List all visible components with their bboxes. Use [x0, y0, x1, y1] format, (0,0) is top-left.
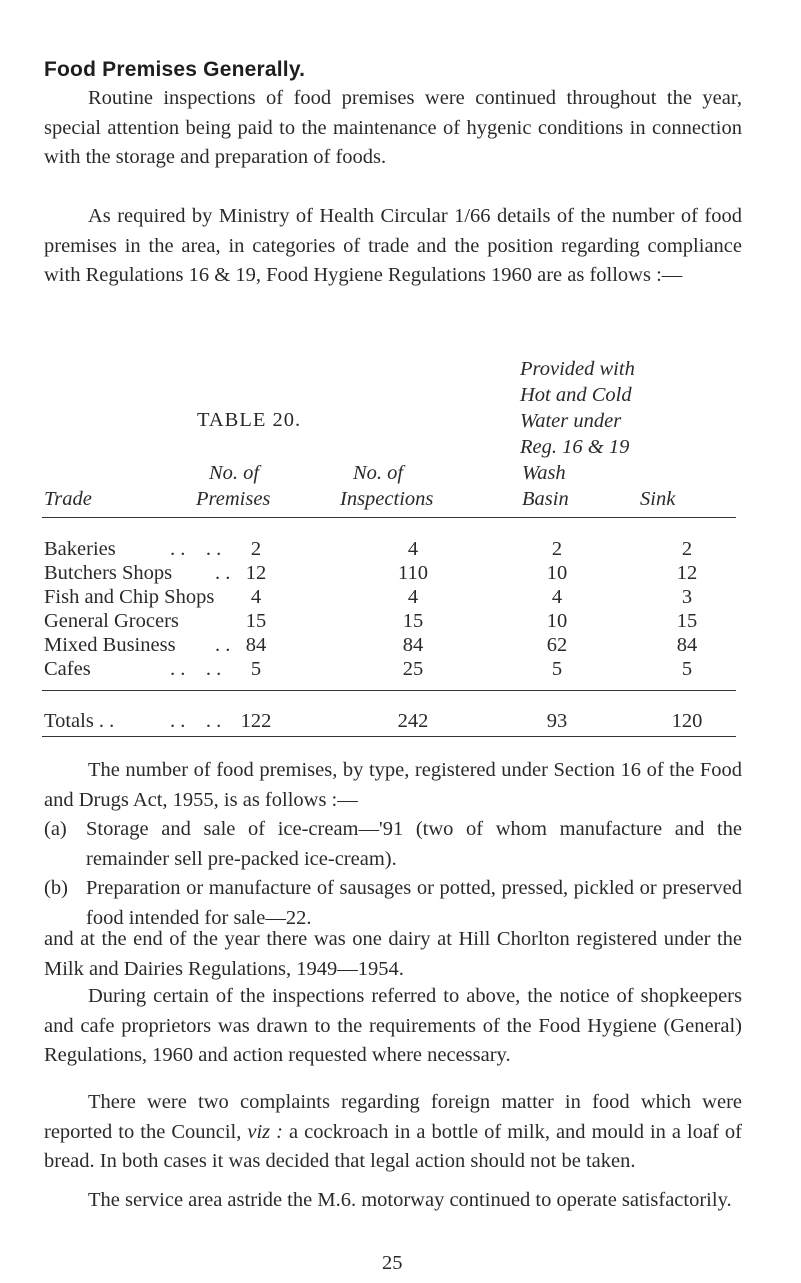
reg-suffix: 16 & 19 — [562, 436, 630, 458]
provided-reg-line — [520, 434, 635, 460]
totals-basin: 93 — [546, 710, 568, 732]
row-inspections: 15 — [402, 610, 424, 632]
row-basin: 62 — [546, 634, 568, 656]
row-inspections: 25 — [402, 658, 424, 680]
row-basin: 5 — [551, 658, 563, 680]
paragraph-dairy: and at the end of the year there was one dairy at Hill Chorlton registered under the Milk and Dairies Regulations, 1949—1954. — [44, 928, 742, 980]
totals-premises: 122 — [240, 710, 272, 732]
row-premises: 15 — [245, 610, 267, 632]
reg-prefix: Reg. — [520, 436, 557, 458]
list-label-b: (b) — [44, 877, 68, 899]
row-inspections: 4 — [407, 538, 419, 560]
row-trade: Fish and Chip Shops — [44, 586, 215, 608]
row-basin: 2 — [551, 538, 563, 560]
provided-line-3: Water under — [520, 410, 622, 432]
list-item-a — [44, 815, 742, 874]
row-sink: 84 — [676, 634, 698, 656]
row-trade: General Grocers — [44, 610, 179, 632]
table-bottom-rule — [42, 736, 736, 737]
totals-dots: . . . . — [170, 710, 222, 732]
row-sink: 2 — [681, 538, 693, 560]
header-sink: Sink — [640, 488, 676, 510]
row-premises: 84 — [245, 634, 267, 656]
paragraph-service-area: The service area astride the M.6. motorway continued to operate satisfactorily. — [88, 1189, 732, 1211]
provided-line-1: Provided with — [520, 358, 635, 380]
row-trade: Cafes — [44, 658, 91, 680]
totals-label: Totals . . — [44, 710, 115, 732]
paragraph-routine-inspections: Routine inspections of food premises were continued throughout the year, special attention being paid to the maintenance of hygenic conditions in connection with the storage and preparation of foods. — [44, 87, 742, 168]
paragraph-inspection-notices: During certain of the inspections referred to above, the notice of shopkeepers and cafe proprietors was drawn to the requirements of the Food Hygiene (General) Regulations, 1960 and action requested where necessary. — [44, 985, 742, 1066]
totals-sink: 120 — [671, 710, 703, 732]
row-premises: 4 — [250, 586, 262, 608]
list-text-b: Preparation or manufacture of sausages or potted, pressed, pickled or preserved food intended for sale—22. — [86, 877, 742, 929]
row-sink: 12 — [676, 562, 698, 584]
provided-with-heading — [520, 356, 635, 460]
header-inspections-line1: No. of — [353, 462, 404, 484]
totals-inspections: 242 — [397, 710, 429, 732]
table-title: TABLE 20. — [197, 409, 302, 431]
row-trade: Butchers Shops — [44, 562, 173, 584]
row-premises: 5 — [250, 658, 262, 680]
row-dots: . . . . — [170, 658, 222, 680]
header-trade: Trade — [44, 488, 92, 510]
page-number: 25 — [382, 1252, 403, 1274]
row-basin: 10 — [546, 610, 568, 632]
row-dots: . . — [215, 562, 231, 584]
row-sink: 3 — [681, 586, 693, 608]
row-inspections: 110 — [398, 562, 428, 584]
complaints-text-start: There were two complaints regarding foreign matter in food which were reported to the Council, — [44, 1091, 742, 1143]
row-premises: 2 — [250, 538, 262, 560]
row-dots: . . — [215, 634, 231, 656]
list-label-a: (a) — [44, 818, 67, 840]
row-sink: 15 — [676, 610, 698, 632]
row-dots: . . . . — [170, 538, 222, 560]
paragraph-complaints — [44, 1088, 742, 1177]
row-sink: 5 — [681, 658, 693, 680]
table-top-rule — [42, 517, 736, 518]
table-totals-rule — [42, 690, 736, 691]
row-premises: 12 — [245, 562, 267, 584]
paragraph-registered-premises: The number of food premises, by type, registered under Section 16 of the Food and Drugs Act, 1955, is as follows :— — [44, 759, 742, 811]
complaints-viz: viz : — [247, 1120, 284, 1143]
row-trade: Mixed Business — [44, 634, 176, 656]
header-inspections-line2: Inspections — [340, 488, 434, 510]
row-inspections: 4 — [407, 586, 419, 608]
complaints-text-end: a cockroach in a bottle of milk, and mould in a loaf of bread. In both cases it was decided that legal action should not be taken. — [44, 1120, 743, 1172]
row-basin: 4 — [551, 586, 563, 608]
provided-line-2: Hot and Cold — [520, 384, 632, 406]
row-inspections: 84 — [402, 634, 424, 656]
row-basin: 10 — [546, 562, 568, 584]
header-wash-line1: Wash — [522, 462, 566, 484]
list-text-a: Storage and sale of ice-cream—'91 (two of whom manufacture and the remainder sell pre-packed ice-cream). — [86, 818, 742, 870]
header-premises-line2: Premises — [196, 488, 271, 510]
section-heading: Food Premises Generally. — [44, 58, 306, 81]
row-trade: Bakeries — [44, 538, 116, 560]
header-premises-line1: No. of — [209, 462, 260, 484]
header-basin-line2: Basin — [522, 488, 569, 510]
paragraph-ministry-circular: As required by Ministry of Health Circular 1/66 details of the number of food premises in the area, in categories of trade and the position regarding compliance with Regulations 16 & 19, Food Hygiene Regulations 1960 are as follows :— — [44, 205, 742, 286]
